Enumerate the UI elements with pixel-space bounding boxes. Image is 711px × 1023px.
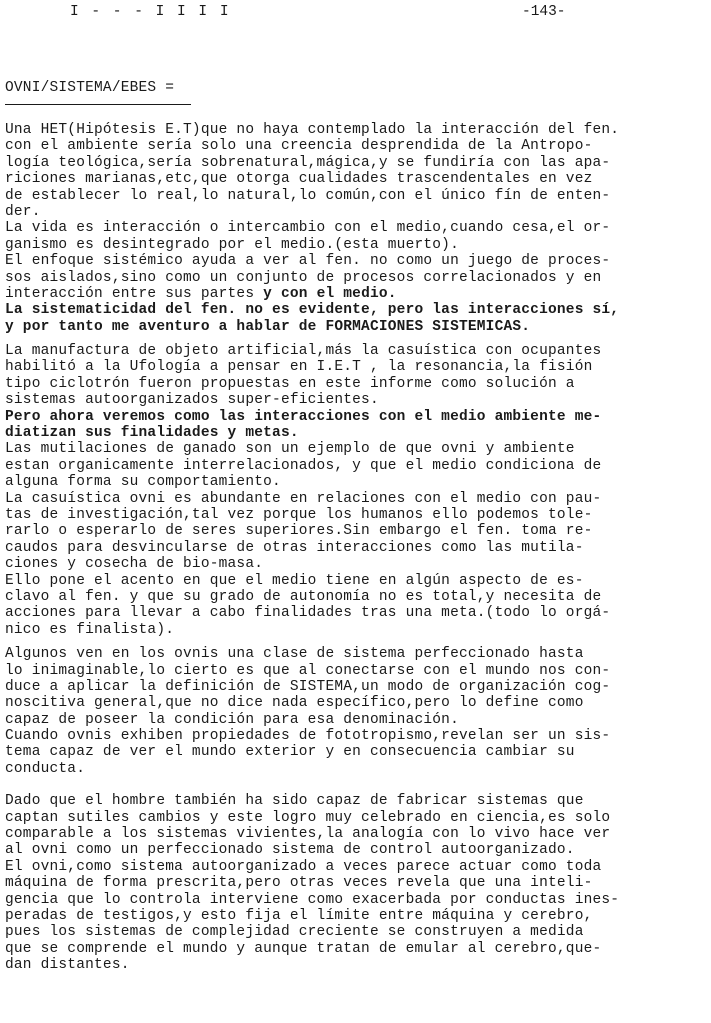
line-text: El enfoque sistémico ayuda a ver al fen. no como un juego de proces- bbox=[5, 253, 611, 270]
text-line bbox=[5, 188, 711, 204]
text-line bbox=[5, 138, 711, 154]
text-line bbox=[5, 122, 711, 138]
paragraph-gap bbox=[5, 335, 711, 343]
text-line bbox=[5, 589, 711, 605]
line-text: máquina de forma prescrita,pero otras veces revela que una inteli- bbox=[5, 875, 593, 892]
text-line bbox=[5, 826, 711, 842]
text-line bbox=[5, 695, 711, 711]
line-text: logía teológica,sería sobrenatural,mágica,y se fundiría con las apa- bbox=[5, 154, 611, 171]
line-text: riciones marianas,etc,que otorga cualidades trascendentales en vez bbox=[5, 171, 593, 188]
text-line bbox=[5, 302, 711, 318]
line-text: clavo al fen. y que su grado de autonomía no es total,y necesita de bbox=[5, 588, 602, 605]
line-text: comparable a los sistemas vivientes,la analogía con lo vivo hace ver bbox=[5, 826, 611, 843]
line-text: sistemas autoorganizados super-eficientes. bbox=[5, 392, 379, 409]
page-header bbox=[70, 4, 711, 24]
text-line bbox=[5, 204, 711, 220]
text-line bbox=[5, 859, 711, 875]
text-line bbox=[5, 556, 711, 572]
line-text: tipo ciclotrón fueron propuestas en este informe como solución a bbox=[5, 375, 575, 392]
line-text: ganismo es desintegrado por el medio.(esta muerto). bbox=[5, 236, 459, 253]
line-text: rarlo o esperarlo de seres superiores.Sin embargo el fen. toma re- bbox=[5, 523, 593, 540]
text-line bbox=[5, 155, 711, 171]
text-line bbox=[5, 441, 711, 457]
line-text: estan organicamente interrelacionados, y que el medio condiciona de bbox=[5, 457, 602, 474]
line-bold-text: La sistematicidad del fen. no es evidente, pero las interacciones sí, bbox=[5, 302, 620, 319]
text-line bbox=[5, 924, 711, 940]
text-line bbox=[5, 941, 711, 957]
title-underline bbox=[5, 104, 191, 105]
text-line bbox=[5, 409, 711, 425]
line-text: con el ambiente sería solo una creencia desprendida de la Antropo- bbox=[5, 138, 593, 155]
text-line bbox=[5, 810, 711, 826]
paragraph-gap bbox=[5, 638, 711, 646]
line-text: al ovni como un perfeccionado sistema de control autoorganizado. bbox=[5, 842, 575, 859]
text-line bbox=[5, 712, 711, 728]
line-text: capaz de poseer la condición para esa denominación. bbox=[5, 711, 459, 728]
line-text: alguna forma su comportamiento. bbox=[5, 474, 281, 491]
line-text: Las mutilaciones de ganado son un ejemplo de que ovni y ambiente bbox=[5, 441, 575, 458]
line-text: La manufactura de objeto artificial,más la casuística con ocupantes bbox=[5, 343, 602, 360]
text-line bbox=[5, 744, 711, 760]
text-line bbox=[5, 376, 711, 392]
text-line bbox=[5, 171, 711, 187]
text-line bbox=[5, 319, 711, 335]
text-line bbox=[5, 793, 711, 809]
line-text: Ello pone el acento en que el medio tiene en algún aspecto de es- bbox=[5, 572, 584, 589]
text-line bbox=[5, 343, 711, 359]
text-line bbox=[5, 728, 711, 744]
line-bold-text: y por tanto me aventuro a hablar de FORMACIONES SISTEMICAS. bbox=[5, 318, 531, 335]
text-line bbox=[5, 270, 711, 286]
line-text: ciones y cosecha de bio-masa. bbox=[5, 556, 264, 573]
line-text: de establecer lo real,lo natural,lo común,con el único fín de enten- bbox=[5, 187, 611, 204]
line-text: La casuística ovni es abundante en relaciones con el medio con pau- bbox=[5, 490, 602, 507]
text-line bbox=[5, 761, 711, 777]
line-text: nico es finalista). bbox=[5, 621, 175, 638]
text-line bbox=[5, 842, 711, 858]
page-number: -143- bbox=[522, 4, 566, 20]
body-text bbox=[5, 122, 711, 974]
text-line bbox=[5, 237, 711, 253]
text-line bbox=[5, 605, 711, 621]
line-text: Algunos ven en los ovnis una clase de sistema perfeccionado hasta bbox=[5, 646, 584, 663]
line-text: Cuando ovnis exhiben propiedades de fototropismo,revelan ser un sis- bbox=[5, 728, 611, 745]
text-line bbox=[5, 892, 711, 908]
line-text: lo inimaginable,lo cierto es que al conectarse con el mundo nos con- bbox=[5, 662, 611, 679]
text-line bbox=[5, 875, 711, 891]
text-line bbox=[5, 220, 711, 236]
line-text: peradas de testigos,y esto fija el límite entre máquina y cerebro, bbox=[5, 907, 593, 924]
line-text: Dado que el hombre también ha sido capaz de fabricar sistemas que bbox=[5, 793, 584, 810]
text-line bbox=[5, 622, 711, 638]
text-line bbox=[5, 458, 711, 474]
text-line bbox=[5, 253, 711, 269]
text-line bbox=[5, 359, 711, 375]
text-line bbox=[5, 679, 711, 695]
header-marker: I - - - I I I I bbox=[70, 4, 231, 20]
paragraph-gap bbox=[5, 777, 711, 793]
line-text: sos aislados,sino como un conjunto de procesos correlacionados y en bbox=[5, 269, 602, 286]
line-text: El ovni,como sistema autoorganizado a veces parece actuar como toda bbox=[5, 858, 602, 875]
line-bold-text: Pero ahora veremos como las interacciones con el medio ambiente me- bbox=[5, 408, 602, 425]
text-line bbox=[5, 957, 711, 973]
line-text: habilitó a la Ufología a pensar en I.E.T , la resonancia,la fisión bbox=[5, 359, 593, 376]
line-text: que se comprende el mundo y aunque tratan de emular al cerebro,que- bbox=[5, 940, 602, 957]
line-text: duce a aplicar la definición de SISTEMA,un modo de organización cog- bbox=[5, 678, 611, 695]
line-bold-text: diatizan sus finalidades y metas. bbox=[5, 425, 299, 442]
text-line bbox=[5, 573, 711, 589]
text-line bbox=[5, 507, 711, 523]
line-text: gencia que lo controla interviene como exacerbada por conductas ines- bbox=[5, 891, 620, 908]
text-line bbox=[5, 474, 711, 490]
text-line bbox=[5, 392, 711, 408]
line-text: interacción entre sus partes bbox=[5, 285, 264, 302]
line-text: Una HET(Hipótesis E.T)que no haya contemplado la interacción del fen. bbox=[5, 122, 620, 138]
line-text: pues los sistemas de complejidad creciente se construyen a medida bbox=[5, 924, 584, 941]
text-line bbox=[5, 908, 711, 924]
line-text: conducta. bbox=[5, 760, 86, 777]
line-text: captan sutiles cambios y este logro muy celebrado en ciencia,es solo bbox=[5, 809, 611, 826]
line-bold-text: y con el medio. bbox=[263, 285, 397, 302]
line-text: acciones para llevar a cabo finalidades tras una meta.(todo lo orgá- bbox=[5, 605, 611, 622]
line-text: caudos para desvincularse de otras interacciones como las mutila- bbox=[5, 539, 584, 556]
text-line bbox=[5, 425, 711, 441]
text-line bbox=[5, 646, 711, 662]
text-line bbox=[5, 286, 711, 302]
line-text: tema capaz de ver el mundo exterior y en consecuencia cambiar su bbox=[5, 744, 575, 761]
section-title: OVNI/SISTEMA/EBES = bbox=[5, 80, 175, 96]
text-line bbox=[5, 523, 711, 539]
line-text: La vida es interacción o intercambio con el medio,cuando cesa,el or- bbox=[5, 220, 611, 237]
line-text: dan distantes. bbox=[5, 957, 130, 974]
line-text: noscitiva general,que no dice nada específico,pero lo define como bbox=[5, 695, 584, 712]
text-line bbox=[5, 663, 711, 679]
line-text: der. bbox=[5, 203, 41, 220]
line-text: tas de investigación,tal vez porque los humanos ello podemos tole- bbox=[5, 506, 593, 523]
text-line bbox=[5, 491, 711, 507]
text-line bbox=[5, 540, 711, 556]
